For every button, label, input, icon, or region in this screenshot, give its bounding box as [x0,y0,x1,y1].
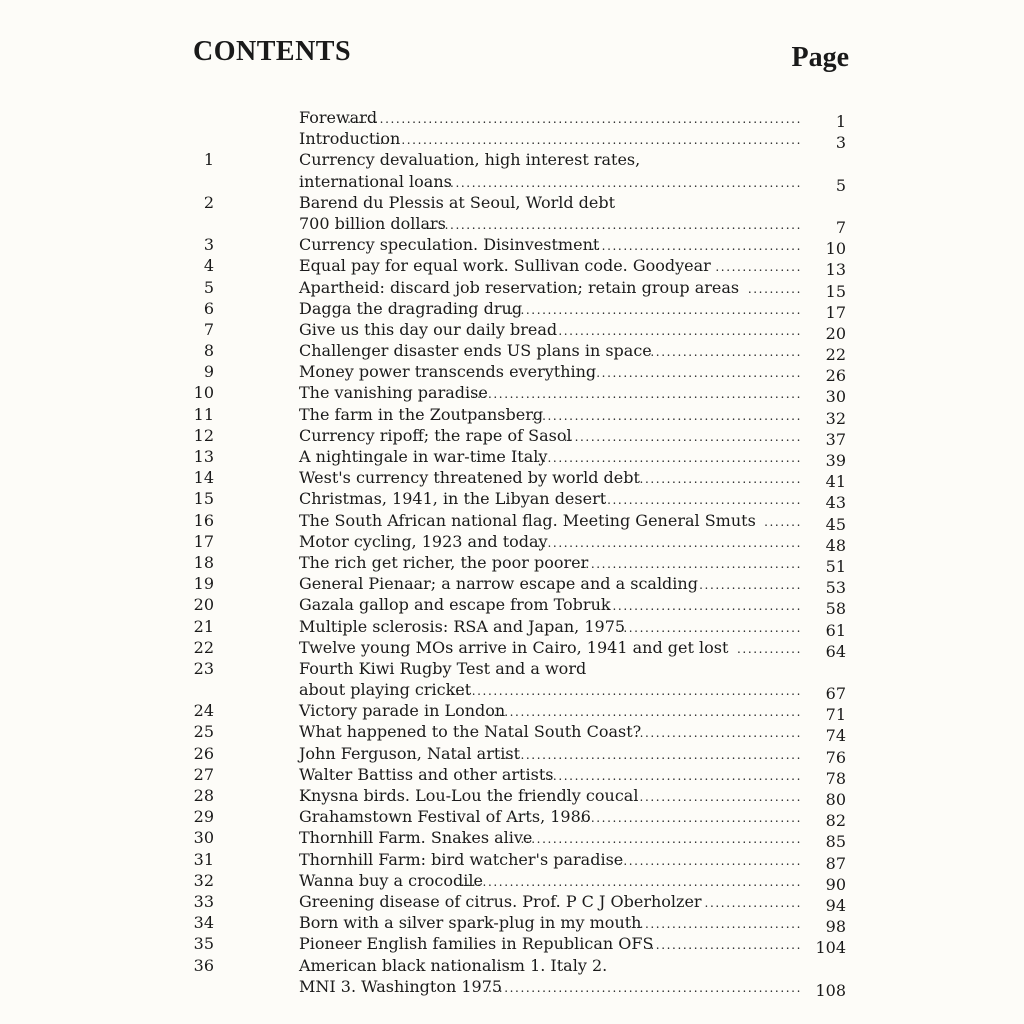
chapter-title: American black nationalism 1. Italy 2. [299,955,608,975]
chapter-number: 32 [193,870,214,890]
page-number: 94 [825,895,846,915]
dot-leader: ..................................................................... [428,175,802,190]
chapter-title: 700 billion dollars [299,213,446,233]
page-number: 7 [835,217,846,237]
chapter-title: The vanishing paradise [299,383,488,403]
page-number: 108 [815,980,846,1000]
dot-leader: ...................................................................... [422,217,802,232]
chapter-title: West's currency threatened by world debt [299,468,640,488]
chapter-number: 11 [193,404,214,424]
dot-leader: .................................. [617,853,802,868]
page-column-label: Page [791,42,849,73]
toc-entry [0,573,1024,598]
toc-entry-line [0,721,1024,746]
dot-leader: .......... [747,281,802,296]
chapter-number: 24 [193,701,214,721]
toc-entry-line [0,933,1024,958]
page-number: 104 [815,938,846,958]
dot-leader: ....................................................... [504,747,802,762]
chapter-number: 20 [193,595,214,615]
chapter-title: Thornhill Farm. Snakes alive [299,828,533,848]
toc-entry-line [0,149,1024,170]
chapter-title: A nightingale in war-time Italy [299,447,548,466]
toc-entry [0,510,1024,534]
toc-entry-line [0,976,1024,1000]
dot-leader: ............................................... [547,323,802,338]
dot-leader: ....................................................... [504,302,802,317]
toc-entry [0,891,1024,915]
chapter-number: 14 [193,468,214,488]
page-number: 80 [825,790,846,809]
toc-entry [0,446,1024,470]
page-number: 67 [825,684,846,704]
page-number: 45 [825,514,846,534]
dot-leader: ................................................ [542,768,802,783]
chapter-title: The South African national flag. Meeting General Smuts [299,510,756,530]
dot-leader: .................................................. [531,408,802,423]
chapter-title: Twelve young MOs arrive in Cairo, 1941 and get lost [299,637,729,657]
chapter-number: 1 [203,150,214,170]
chapter-title: General Pienaar; a narrow escape and a scalding [299,574,698,594]
chapter-title: Currency devaluation, high interest rates, [299,150,641,170]
page-number: 64 [825,641,846,661]
chapter-title: Introduction [299,129,401,149]
dot-leader: ............................ [650,345,802,360]
chapter-title: Dagga the dragrading drug [299,298,523,318]
page-number: 51 [825,556,846,576]
toc-entry-line [0,510,1024,534]
toc-entry [0,658,1024,704]
toc-entry-line [0,870,1024,894]
toc-entry-line [0,849,1024,873]
chapter-number: 25 [193,722,214,742]
dot-leader: .................................. [617,620,802,635]
toc-entry [0,234,1024,259]
chapter-title: What happened to the Natal South Coast? [299,722,642,742]
dot-leader: ................................................. [536,451,802,465]
chapter-title: Walter Battiss and other artists [299,764,554,784]
dot-leader: ....... [764,514,802,529]
toc-entry-line [0,700,1024,725]
toc-entry [0,933,1024,958]
toc-entry [0,827,1024,852]
page-number: 5 [835,175,846,195]
toc-entry-line [0,277,1024,301]
page-number: 61 [825,620,846,640]
toc-entry-line [0,764,1024,788]
dot-leader: ......................................... [580,811,802,826]
chapter-number: 7 [203,319,214,339]
toc-entry [0,149,1024,195]
page-number: 76 [825,747,846,767]
dot-leader: ..................................... [601,493,802,508]
page-number: 10 [825,239,846,259]
dot-leader: ................................................................. [450,684,802,699]
page-number: 3 [835,133,846,153]
dot-leader: ............ [737,641,802,656]
toc-entry [0,616,1024,640]
chapter-title: Barend du Plessis at Seoul, World debt [299,192,616,212]
dot-leader: .............................. [639,726,802,741]
toc-entry-line [0,171,1024,195]
toc-entry-line [0,425,1024,449]
chapter-title: Currency speculation. Disinvestment [299,235,600,255]
chapter-number: 15 [193,489,214,509]
dot-leader: .............................................................. [466,387,802,402]
chapter-title: Knysna birds. Lou-Lou the friendly coucal [299,786,639,805]
toc-entry [0,107,1024,131]
toc-entry-line [0,319,1024,343]
toc-entry [0,594,1024,619]
toc-entry [0,721,1024,746]
toc-entry [0,467,1024,492]
page-number: 39 [825,451,846,470]
chapter-title: Gazala gallop and escape from Tobruk [299,595,611,615]
chapter-title: Born with a silver spark-plug in my mouth [299,913,642,933]
chapter-number: 34 [193,913,214,933]
dot-leader: ................... [699,578,802,593]
chapter-title: The farm in the Zoutpansberg [299,404,544,424]
chapter-number: 16 [193,510,214,530]
toc-entry-line [0,785,1024,809]
page-number: 13 [825,260,846,280]
chapter-number: 4 [203,256,214,276]
chapter-number: 30 [193,828,214,848]
toc-entry [0,912,1024,937]
chapter-number: 35 [193,934,214,954]
toc-entry [0,277,1024,301]
toc-entry [0,298,1024,322]
chapter-title: John Ferguson, Natal artist [299,743,521,763]
page-number: 48 [825,535,846,555]
chapter-title: Multiple sclerosis: RSA and Japan, 1975 [299,616,626,636]
page-number: 78 [825,768,846,788]
toc-entry-line [0,488,1024,513]
toc-entry [0,700,1024,725]
chapter-title: The rich get richer, the poor poorer [299,552,589,572]
dot-leader: ..................................... [601,599,802,614]
chapter-title: Money power transcends everything [299,362,597,382]
toc-entry-line [0,573,1024,598]
toc-entry-line [0,382,1024,407]
dot-leader: ....................................... [590,239,802,254]
page-number: 22 [825,345,846,365]
page-number: 30 [825,387,846,407]
toc-entry-line [0,637,1024,661]
dot-leader: ............................................ [563,429,802,444]
chapter-number: 12 [193,425,214,445]
toc-entry [0,340,1024,365]
chapter-number: 2 [203,192,214,212]
toc-entry-line [0,552,1024,576]
dot-leader: ........................................................... [482,980,802,995]
toc-entry [0,743,1024,767]
chapter-title: Currency ripoff; the rape of Sasol [299,425,572,445]
toc-entry-line [0,340,1024,365]
dot-leader: ......................................... [580,556,802,571]
toc-entry-line [0,446,1024,470]
chapter-title: Fourth Kiwi Rugby Test and a word [299,658,587,678]
toc-entry [0,361,1024,386]
dot-leader: .......................................................... [487,705,802,720]
chapter-number: 23 [193,658,214,678]
chapter-number: 21 [193,616,214,636]
chapter-title: Pioneer English families in Republican OFS [299,934,654,954]
toc-entry [0,849,1024,873]
toc-entry [0,552,1024,576]
toc-entry-line [0,234,1024,259]
page-number: 82 [825,811,846,831]
chapter-number: 10 [193,383,214,403]
toc-entry-line [0,955,1024,976]
dot-leader: ............................................................... [460,874,802,889]
toc-entry-line [0,658,1024,679]
chapter-title: international loans [299,171,452,191]
toc-entry-line [0,255,1024,280]
page-number: 32 [825,408,846,428]
page-number: 58 [825,599,846,619]
page-number: 41 [825,472,846,492]
toc-entry [0,488,1024,513]
chapter-title: Give us this day our daily bread [299,319,558,339]
table-of-contents [0,107,1024,1000]
chapter-title: Motor cycling, 1923 and today [299,531,548,551]
toc-entry [0,319,1024,343]
toc-entry-line [0,404,1024,428]
chapter-title: Christmas, 1941, in the Libyan desert [299,489,607,509]
dot-leader: ............................... [634,790,802,804]
toc-entry-line [0,891,1024,915]
page-number: 43 [825,493,846,513]
dot-leader: .............................. [639,917,802,932]
chapter-number: 18 [193,552,214,572]
page-title: CONTENTS [193,36,352,67]
dot-leader: ................................................. [536,535,802,550]
chapter-number: 33 [193,891,214,911]
page-number: 15 [825,281,846,301]
chapter-title: MNI 3. Washington 1975 [299,976,503,996]
toc-entry [0,255,1024,280]
chapter-number: 3 [203,235,214,255]
chapter-number: 5 [203,277,214,297]
dot-leader: ............................................................................... [374,133,802,148]
chapter-number: 19 [193,574,214,594]
page-number: 17 [825,302,846,322]
dot-leader: ....................................... [590,366,802,381]
chapter-number: 29 [193,807,214,827]
toc-entry-line [0,827,1024,852]
chapter-number: 28 [193,786,214,805]
dot-leader: ............................... [634,472,802,487]
toc-entry-line [0,298,1024,322]
toc-entry-line [0,531,1024,555]
toc-entry-line [0,616,1024,640]
toc-entry [0,128,1024,153]
toc-entry [0,404,1024,428]
page-number: 98 [825,917,846,937]
page-number: 20 [825,323,846,343]
chapter-number: 8 [203,341,214,361]
toc-entry [0,764,1024,788]
chapter-title: Grahamstown Festival of Arts, 1986 [299,807,591,827]
chapter-number: 9 [203,362,214,382]
toc-entry-line [0,679,1024,704]
chapter-number: 36 [193,955,214,975]
chapter-title: about playing cricket [299,680,472,700]
toc-entry [0,870,1024,894]
chapter-number: 31 [193,849,214,869]
chapter-title: Challenger disaster ends US plans in space [299,341,652,361]
toc-entry [0,637,1024,661]
chapter-title: Foreward [299,108,378,127]
toc-entry-line [0,128,1024,153]
toc-entry-line [0,192,1024,213]
toc-entry [0,382,1024,407]
dot-leader: .................. [704,895,802,910]
chapter-title: Equal pay for equal work. Sullivan code. Goodyear [299,256,711,276]
chapter-number: 13 [193,447,214,466]
chapter-title: Wanna buy a crocodile [299,870,483,890]
page-number: 37 [825,429,846,449]
toc-entry-line [0,361,1024,386]
toc-entry-line [0,467,1024,492]
toc-entry-line [0,594,1024,619]
chapter-title: Victory parade in London [299,701,506,721]
toc-entry [0,192,1024,237]
toc-entry [0,955,1024,1000]
dot-leader: .................................................................................... [347,112,802,126]
chapter-number: 27 [193,764,214,784]
page-number: 53 [825,578,846,598]
chapter-number: 22 [193,637,214,657]
page-number: 74 [825,726,846,746]
page-number: 71 [825,705,846,725]
chapter-title: Apartheid: discard job reservation; retain group areas [299,277,740,297]
toc-entry [0,806,1024,831]
dot-leader: .................................................... [520,832,802,847]
chapter-number: 26 [193,743,214,763]
toc-entry-line [0,743,1024,767]
toc-entry [0,531,1024,555]
chapter-title: Thornhill Farm: bird watcher's paradise [299,849,624,869]
chapter-number: 17 [193,531,214,551]
toc-entry-line [0,912,1024,937]
page-number: 26 [825,366,846,386]
dot-leader: ............................ [650,938,802,953]
dot-leader: ................ [715,260,802,275]
chapter-title: Greening disease of citrus. Prof. P C J Oberholzer [299,891,702,911]
toc-entry-line [0,806,1024,831]
page-number: 87 [825,853,846,873]
toc-entry [0,425,1024,449]
toc-entry [0,785,1024,809]
page-number: 1 [835,112,846,131]
chapter-number: 6 [203,298,214,318]
page-number: 90 [825,874,846,894]
toc-entry-line [0,107,1024,131]
page-number: 85 [825,832,846,852]
toc-entry-line [0,213,1024,237]
